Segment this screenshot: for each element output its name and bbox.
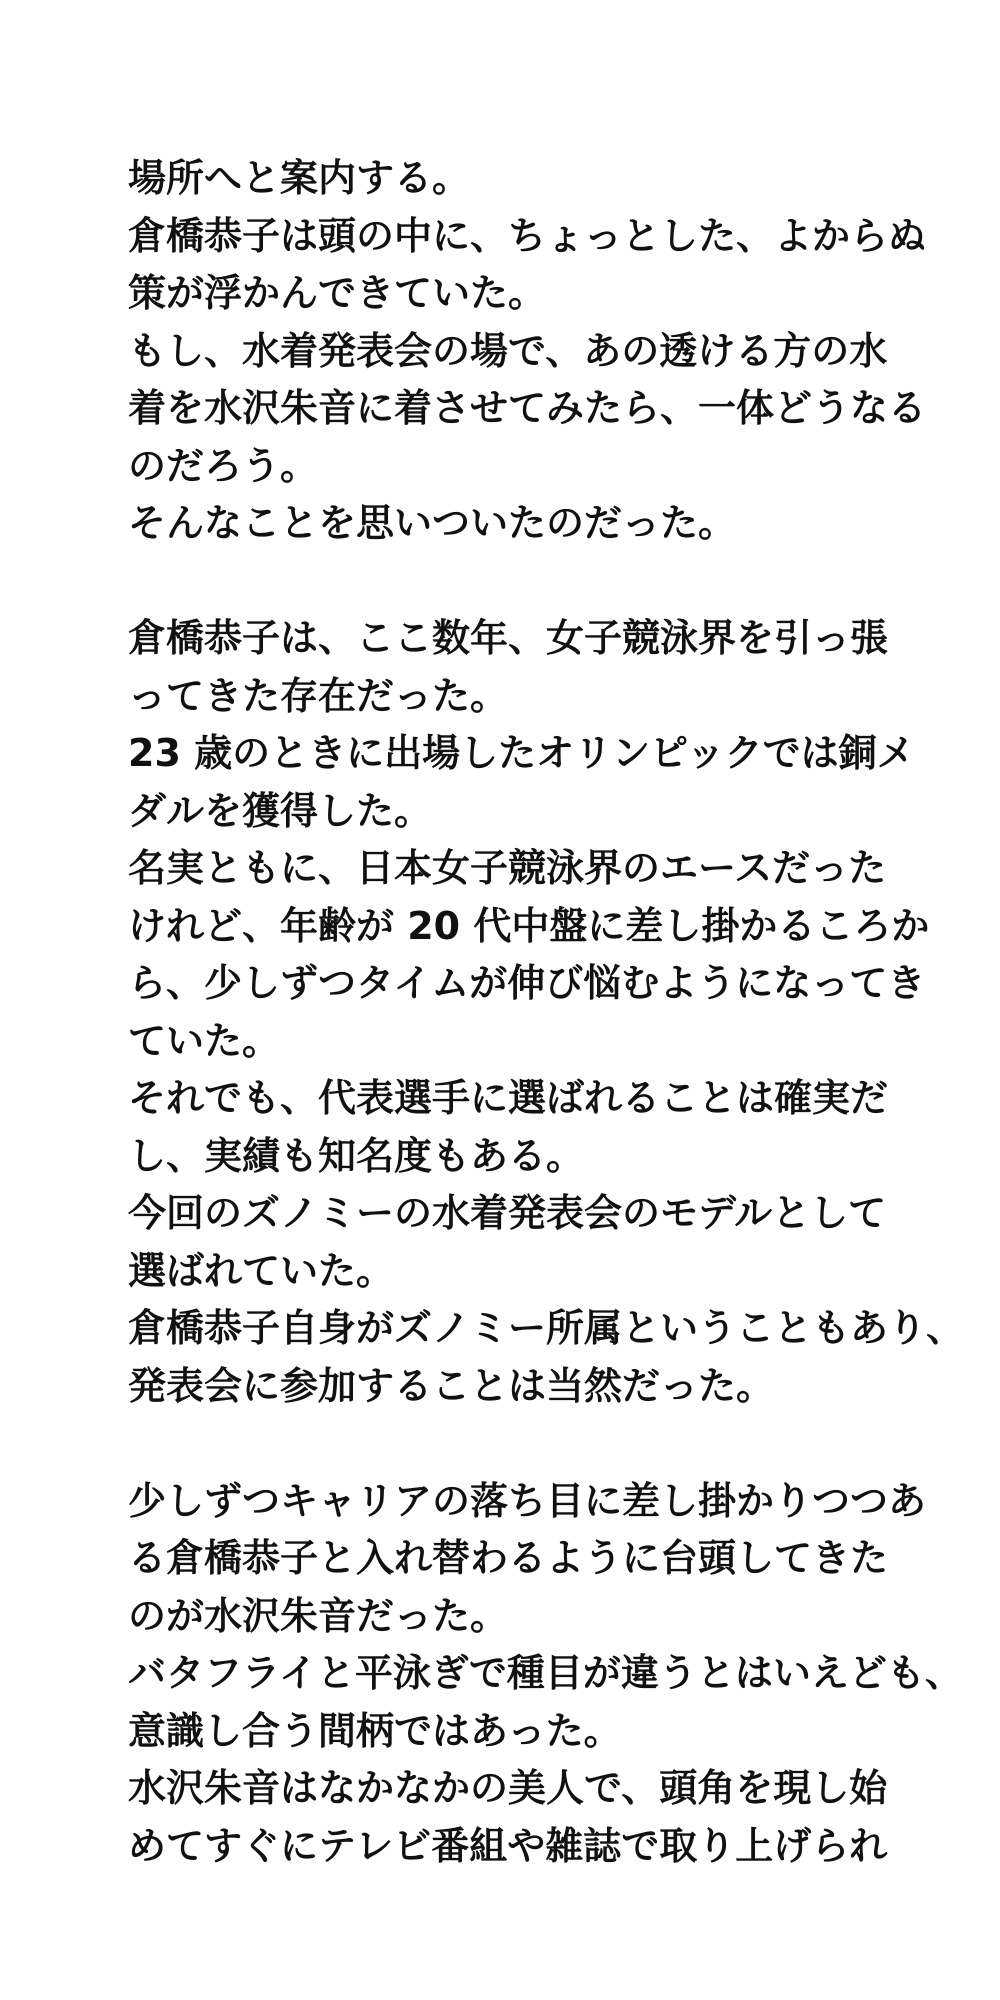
text-line: ていた。 bbox=[128, 1018, 281, 1063]
text-line: めてすぐにテレビ番組や雑誌で取り上げられ bbox=[128, 1823, 888, 1868]
paragraph-gap bbox=[128, 553, 920, 611]
text-line: それでも、代表選手に選ばれることは確実だ bbox=[128, 1076, 889, 1120]
paragraph-gap bbox=[128, 1415, 920, 1473]
text-line: 倉橋恭子は頭の中に、ちょっとした、よからぬ bbox=[128, 213, 927, 258]
text-line: ってきた存在だった。 bbox=[128, 673, 509, 718]
text-line: 倉橋恭子は、ここ数年、女子競泳界を引っ張 bbox=[128, 616, 889, 660]
text-line: 選ばれていた。 bbox=[128, 1248, 395, 1293]
text-line: そんなことを思いついたのだった。 bbox=[128, 501, 737, 545]
text-line: のが水沢朱音だった。 bbox=[128, 1593, 509, 1638]
text-line: 今回のズノミーの水着発表会のモデルとして bbox=[128, 1191, 887, 1235]
text-line: ダルを獲得した。 bbox=[128, 788, 433, 833]
text-line: ら、少しずつタイムが伸び悩むようになってき bbox=[128, 961, 926, 1005]
text-line: 少しずつキャリアの落ち目に差し掛かりつつあ bbox=[128, 1478, 927, 1523]
text-line: けれど、年齢が 20 代中盤に差し掛かるころか bbox=[128, 903, 930, 948]
text-line: 発表会に参加することは当然だった。 bbox=[128, 1363, 775, 1408]
text-line: バタフライと平泳ぎで種目が違うとはいえども、 bbox=[128, 1651, 963, 1695]
text-line: のだろう。 bbox=[128, 443, 319, 488]
text-line: る倉橋恭子と入れ替わるように台頭してきた bbox=[128, 1536, 889, 1580]
text-line: 23 歳のときに出場したオリンピックでは銅メ bbox=[128, 731, 915, 775]
text-line: し、実績も知名度もある。 bbox=[128, 1133, 585, 1178]
text-line: 名実ともに、日本女子競泳界のエースだった bbox=[128, 846, 887, 890]
text-line: 場所へと案内する。 bbox=[128, 156, 471, 200]
text-line: 水沢朱音はなかなかの美人で、頭角を現し始 bbox=[128, 1766, 888, 1810]
text-line: もし、水着発表会の場で、あの透ける方の水 bbox=[128, 328, 888, 373]
text-line: 着を水沢朱音に着させてみたら、一体どうなる bbox=[128, 386, 927, 430]
text-line: 倉橋恭子自身がズノミー所属ということもあり、 bbox=[128, 1306, 965, 1350]
text-line: 意識し合う間柄ではあった。 bbox=[128, 1708, 622, 1753]
text-line: 策が浮かんできていた。 bbox=[128, 271, 547, 315]
